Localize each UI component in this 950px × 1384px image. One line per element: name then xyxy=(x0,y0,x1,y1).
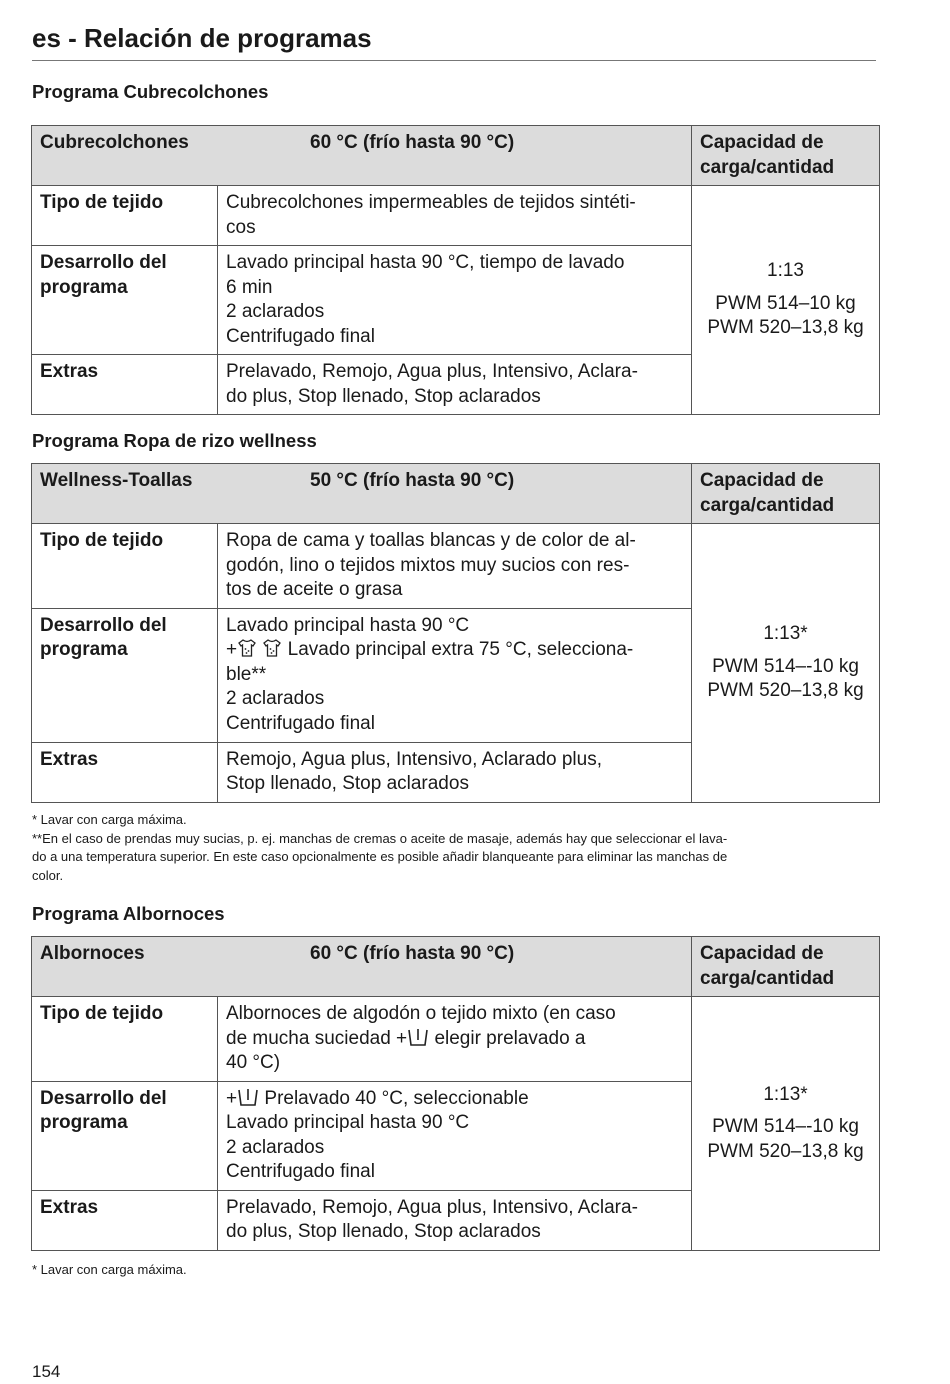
capacity-cell xyxy=(692,186,880,415)
row-value-extras xyxy=(218,742,692,802)
row-label-program-sequence: Desarrollo del programa xyxy=(32,608,218,742)
text-line: Albornoces de algodón o tejido mixto (en caso xyxy=(226,1003,616,1024)
row-label-fabric-type: Tipo de tejido xyxy=(32,186,218,246)
text-line: Remojo, Agua plus, Intensivo, Aclarado plus, xyxy=(226,748,603,770)
prewash-tub-icon xyxy=(407,1027,429,1047)
text-line: Lavado principal hasta 90 °C xyxy=(226,614,470,636)
section-title-wellness: Programa Ropa de rizo wellness xyxy=(32,430,317,451)
row-value-fabric-type xyxy=(218,997,692,1082)
text-line: Centrifugado final xyxy=(226,712,375,734)
prewash-tub-icon xyxy=(237,1087,259,1107)
shirt-stain-icon xyxy=(262,638,282,658)
text-line-with-icons xyxy=(226,638,683,663)
capacity-header: Capacidad de carga/cantidad xyxy=(692,126,880,186)
program-name: Wellness-Toallas xyxy=(40,470,193,491)
section-title-cubrecolchones: Programa Cubrecolchones xyxy=(32,81,269,102)
row-label-program-sequence: Desarrollo del programa xyxy=(32,246,218,355)
section-title-albornoces: Programa Albornoces xyxy=(32,903,225,924)
row-value-extras xyxy=(218,1190,692,1250)
text-line: ble** xyxy=(226,663,267,685)
row-label-extras: Extras xyxy=(32,355,218,415)
page-title: es - Relación de programas xyxy=(32,20,876,61)
capacity-ratio: 1:13 xyxy=(767,260,804,282)
text-line: Lavado principal hasta 90 °C, tiempo de lavado xyxy=(226,252,625,273)
program-temperature: 60 °C (frío hasta 90 °C) xyxy=(310,943,515,964)
text-line: Ropa de cama y toallas blancas y de color de al- xyxy=(226,530,636,551)
program-name: Albornoces xyxy=(40,943,145,964)
footnote: do a una temperatura superior. En este caso opcionalmente es posible añadir blanqueante para eliminar las manchas de xyxy=(32,849,728,864)
text-line-with-icon xyxy=(226,1087,683,1112)
capacity-cell xyxy=(692,524,880,803)
program-header xyxy=(32,937,692,997)
text-line: 40 °C) xyxy=(226,1052,281,1073)
text-line: Stop llenado, Stop aclarados xyxy=(226,773,469,794)
program-temperature: 60 °C (frío hasta 90 °C) xyxy=(310,132,515,153)
text-line: 6 min xyxy=(226,276,273,298)
row-value-program-sequence xyxy=(218,608,692,742)
capacity-ratio: 1:13* xyxy=(763,1083,808,1105)
row-value-program-sequence xyxy=(218,1081,692,1190)
footnote: color. xyxy=(32,867,64,883)
capacity-model: PWM 520–13,8 kg xyxy=(707,680,864,701)
text-line: 2 aclarados xyxy=(226,301,325,322)
text-line: Cubrecolchones impermeables de tejidos sintéti- xyxy=(226,192,636,213)
text-line: tos de aceite o grasa xyxy=(226,579,403,600)
row-label-program-sequence: Desarrollo del programa xyxy=(32,1081,218,1190)
text-line: godón, lino o tejidos mixtos muy sucios con res- xyxy=(226,554,630,576)
capacity-model: PWM 514–-10 kg xyxy=(712,1116,859,1137)
row-value-fabric-type xyxy=(218,186,692,246)
row-label-fabric-type: Tipo de tejido xyxy=(32,997,218,1082)
row-value-fabric-type xyxy=(218,524,692,609)
text-line: Lavado principal extra 75 °C, selecciona- xyxy=(287,639,634,660)
footnote: * Lavar con carga máxima. xyxy=(32,1262,187,1277)
page-number: 154 xyxy=(32,1362,61,1381)
capacity-header: Capacidad de carga/cantidad xyxy=(692,937,880,997)
program-name: Cubrecolchones xyxy=(40,132,189,153)
text-fragment: elegir prelavado a xyxy=(434,1027,586,1049)
capacity-ratio: 1:13* xyxy=(763,623,808,644)
capacity-model: PWM 514–10 kg xyxy=(715,292,856,314)
text-line-with-icon xyxy=(226,1027,683,1052)
text-line: do plus, Stop llenado, Stop aclarados xyxy=(226,385,541,407)
program-header xyxy=(32,126,692,186)
row-label-extras: Extras xyxy=(32,742,218,802)
plus-sign: + xyxy=(226,639,238,660)
row-label-fabric-type: Tipo de tejido xyxy=(32,524,218,609)
program-table-cubrecolchones xyxy=(31,125,880,415)
plus-sign: + xyxy=(226,1087,238,1109)
text-line: do plus, Stop llenado, Stop aclarados xyxy=(226,1221,541,1242)
text-fragment: Prelavado 40 °C, seleccionable xyxy=(264,1087,529,1109)
footnotes-wellness xyxy=(32,811,877,885)
footnotes-albornoces xyxy=(32,1261,877,1280)
footnote: **En el caso de prendas muy sucias, p. ej. manchas de cremas o aceite de masaje, además hay que seleccionar el lava- xyxy=(32,830,728,846)
text-line: Prelavado, Remojo, Agua plus, Intensivo, Aclara- xyxy=(226,361,638,382)
row-value-program-sequence xyxy=(218,246,692,355)
shirt-stain-icon xyxy=(237,638,257,658)
capacity-header: Capacidad de carga/cantidad xyxy=(692,464,880,524)
text-line: Prelavado, Remojo, Agua plus, Intensivo, Aclara- xyxy=(226,1196,638,1218)
text-line: Lavado principal hasta 90 °C xyxy=(226,1112,470,1133)
capacity-model: PWM 520–13,8 kg xyxy=(707,1140,864,1162)
text-line: cos xyxy=(226,216,256,238)
program-temperature: 50 °C (frío hasta 90 °C) xyxy=(310,470,515,491)
row-value-extras xyxy=(218,355,692,415)
program-header xyxy=(32,464,692,524)
capacity-model: PWM 514–-10 kg xyxy=(712,655,859,677)
text-line: 2 aclarados xyxy=(226,1136,325,1158)
text-line: Centrifugado final xyxy=(226,1161,375,1182)
program-table-albornoces xyxy=(31,936,880,1251)
text-line: 2 aclarados xyxy=(226,688,325,709)
program-table-wellness xyxy=(31,463,880,803)
footnote: * Lavar con carga máxima. xyxy=(32,812,187,827)
row-label-extras: Extras xyxy=(32,1190,218,1250)
capacity-model: PWM 520–13,8 kg xyxy=(707,317,864,339)
text-line: Centrifugado final xyxy=(226,325,375,347)
capacity-cell xyxy=(692,997,880,1251)
text-fragment: de mucha suciedad + xyxy=(226,1027,408,1049)
